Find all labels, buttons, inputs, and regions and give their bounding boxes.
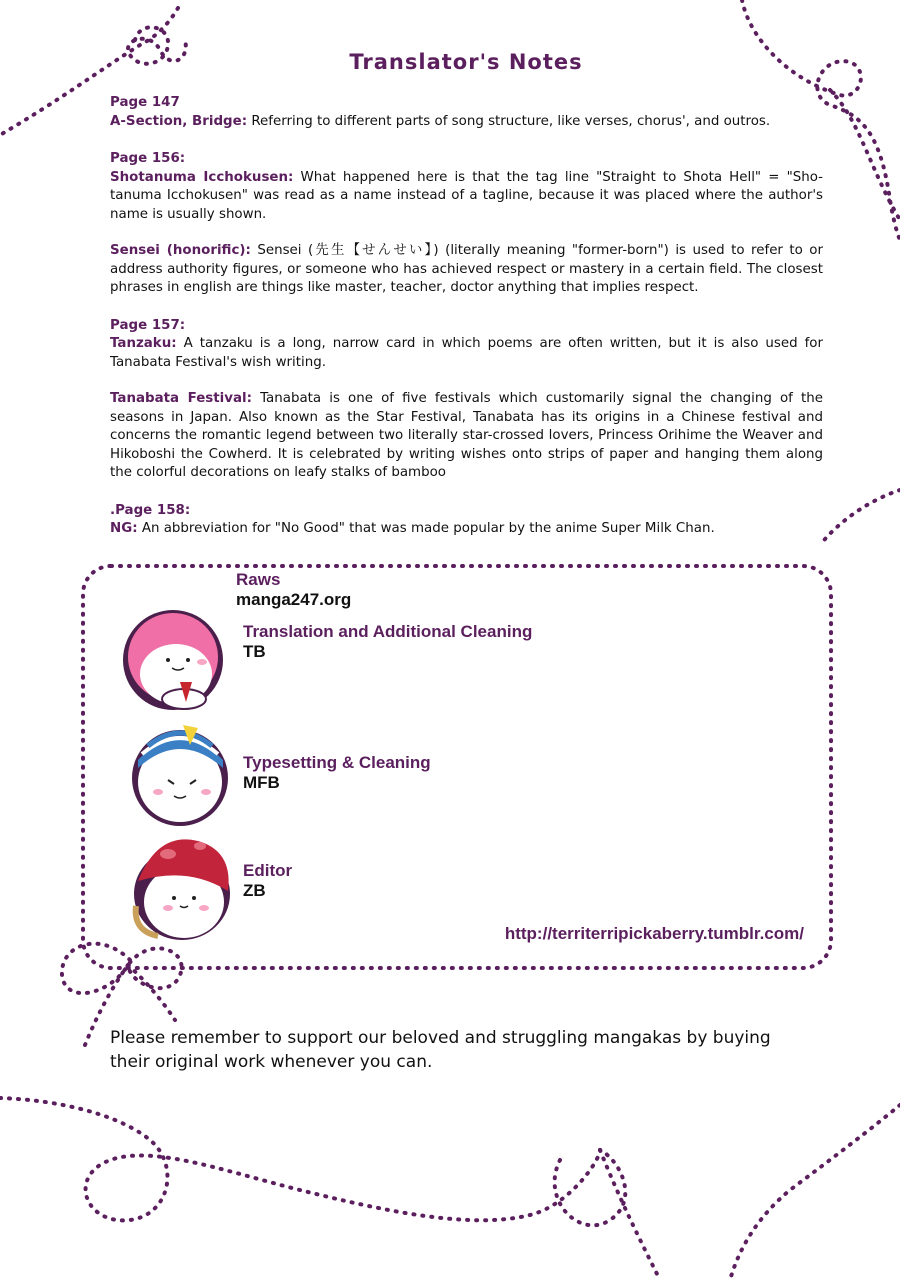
- credit-typesetting: [243, 753, 431, 793]
- note-text: An abbreviation for "No Good" that was made popular by the anime Super Milk Chan.: [141, 521, 715, 536]
- note-term: Shotanuma Icchokusen:: [110, 169, 294, 185]
- credit-name: manga247.org: [236, 590, 352, 609]
- note-term: Tanabata Festival:: [110, 391, 252, 406]
- website-link[interactable]: http://territerripickaberry.tumblr.com/: [504, 924, 804, 943]
- page-heading: .Page 158:: [110, 502, 191, 518]
- note-section-page-157: [110, 317, 823, 483]
- credit-name: MFB: [243, 773, 280, 792]
- note-section-page-147: [110, 94, 823, 131]
- credit-role: Raws: [236, 570, 281, 589]
- note-entry: [110, 169, 823, 225]
- credit-role: Editor: [243, 861, 293, 880]
- note-text: Sensei (先生【せんせい】) (literally meaning "former-born") is used to refer to or address authority figures, or someone who has achieved respect or mastery in a certain field. The closest phrases in english are things like master, teacher, doctor anything that implies respect.: [110, 243, 823, 295]
- note-entry: [110, 113, 823, 132]
- note-term: A-Section, Bridge:: [110, 113, 248, 129]
- credit-editor: [243, 861, 292, 901]
- credit-role: Translation and Additional Cleaning: [243, 622, 533, 641]
- page-title: Translator's Notes: [349, 50, 583, 74]
- note-text: A tanzaku is a long, narrow card in which poems are often written, but it is also used for Tanabata Festival's wish writing.: [110, 336, 823, 370]
- note-entry: [110, 242, 823, 298]
- red-hat-chibi-avatar: [128, 836, 236, 944]
- note-section-page-158: [110, 502, 823, 539]
- credit-role: Typesetting & Cleaning: [243, 753, 431, 772]
- striped-hat-chibi-avatar: [128, 720, 233, 830]
- credit-translation: [243, 622, 532, 662]
- pink-hair-chibi-avatar: [118, 602, 228, 712]
- note-term: Sensei (honorific):: [110, 243, 251, 258]
- page-heading: Page 147: [110, 95, 180, 110]
- note-text: Tanabata is one of five festivals which customarily signal the changing of the seasons in Japan. Also known as the Star Festival, Tanabata has its origins in a Chinese festival and concerns the romantic legend between two literally star-crossed lovers, Princess Orihime the Weaver and Hikoboshi the Cowherd. It is celebrated by writing wishes onto strips of paper and hanging them along the colorful decorations on leafy stalks of bamboo: [110, 391, 823, 480]
- note-term: Tanzaku:: [110, 336, 177, 351]
- credit-name: ZB: [243, 881, 266, 900]
- page-heading: Page 156:: [110, 151, 186, 166]
- note-entry: [110, 335, 823, 372]
- note-section-page-156: [110, 150, 823, 298]
- note-text: What happened here is that the tag line "Straight to Shota Hell" = "Sho-tanuma Icchokusen" was read as a name instead of a tagline, because it was placed where the author's name is usually shown.: [110, 169, 823, 222]
- credit-name: TB: [243, 642, 266, 661]
- translator-notes: [110, 94, 823, 558]
- note-term: NG:: [110, 521, 138, 536]
- page-heading: Page 157:: [110, 317, 186, 333]
- note-text: Referring to different parts of song structure, like verses, chorus', and outros.: [251, 113, 771, 129]
- support-message: Please remember to support our beloved and struggling mangakas by buying their original work whenever you can.: [110, 1028, 771, 1072]
- note-entry: [110, 520, 823, 539]
- credit-raws: [236, 570, 351, 610]
- note-entry: [110, 390, 823, 483]
